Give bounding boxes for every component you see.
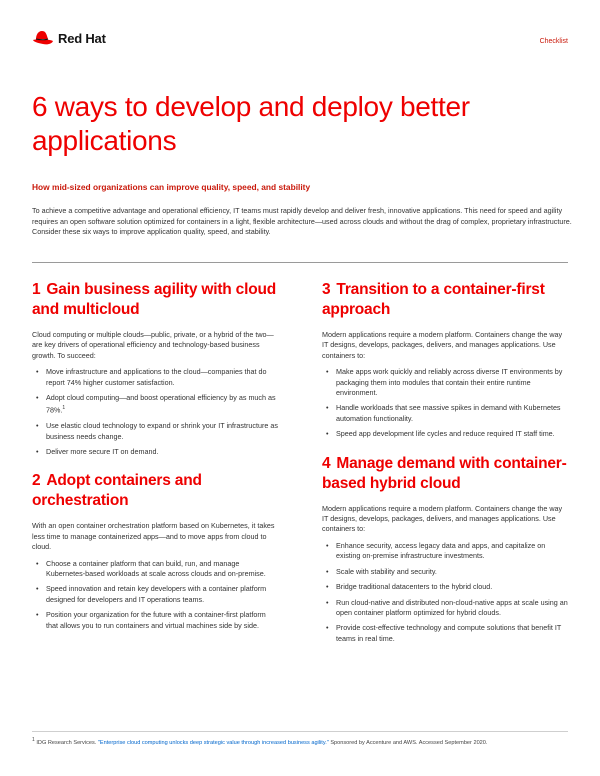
bullet-list	[322, 541, 568, 644]
bullet-list	[32, 367, 278, 457]
footnote-mark: 1	[62, 405, 66, 412]
bullet-item: • Speed app development life cycles and reduce required IT staff time.	[336, 429, 568, 439]
bullet-list	[32, 559, 278, 631]
section-3	[322, 280, 568, 440]
bullet-item: • Move infrastructure and applications to the cloud—companies that do report 74% higher customer satisfaction.	[46, 367, 278, 388]
section-title: Transition to a container-first approach	[322, 281, 545, 318]
right-column	[322, 280, 568, 658]
bullet-item: • Bridge traditional datacenters to the hybrid cloud.	[336, 582, 568, 592]
red-hat-icon	[32, 30, 54, 46]
section-number: 1	[32, 281, 41, 298]
footnote-number: 1	[32, 737, 35, 743]
section-number: 4	[322, 454, 331, 472]
section-heading	[32, 471, 278, 511]
footnote-suffix: Sponsored by Accenture and AWS. Accessed September 2020.	[328, 739, 488, 746]
section-number: 3	[322, 281, 331, 298]
bullet-item: • Use elastic cloud technology to expand or shrink your IT infrastructure as business needs change.	[46, 421, 278, 442]
section-body: Modern applications require a modern platform. Containers change the way IT designs, develops, packages, delivers, and manages applications. Use containers to:	[322, 330, 563, 360]
bullet-item: • Speed innovation and retain key developers with a container platform designed for developers and IT operations teams.	[46, 584, 278, 605]
left-column	[32, 280, 278, 645]
section-4	[322, 454, 568, 644]
doc-type-label: Checklist	[539, 38, 568, 45]
section-body: With an open container orchestration platform based on Kubernetes, it takes less time to manage containerized apps—and to move apps from cloud to cloud.	[32, 521, 275, 552]
section-title: Manage demand with container-based hybrid cloud	[322, 454, 567, 492]
section-body: Cloud computing or multiple clouds—public, private, or a hybrid of the two—are key drivers of operational efficiency and technology-based business growth. To succeed:	[32, 330, 274, 360]
footnote-source: IDG Research Services.	[36, 739, 98, 746]
footnote	[32, 736, 572, 747]
bullet-list	[322, 367, 568, 439]
section-heading	[322, 454, 568, 494]
page-subtitle: How mid-sized organizations can improve quality, speed, and stability	[32, 182, 311, 192]
page-title: 6 ways to develop and deploy better applications	[32, 91, 470, 156]
bullet-item: • Scale with stability and security.	[336, 567, 568, 577]
footnote-divider	[32, 731, 568, 732]
red-hat-logo	[32, 30, 106, 46]
section-1	[32, 280, 278, 457]
bullet-item: • Enhance security, access legacy data and apps, and capitalize on existing on-premise infrastructure investments.	[336, 541, 568, 562]
bullet-item: • Make apps work quickly and reliably across diverse IT environments by packaging them into modules that contain their entire runtime environment.	[336, 367, 568, 398]
intro-paragraph: To achieve a competitive advantage and operational efficiency, IT teams must rapidly develop and deliver fresh, innovative applications. This need for speed and agility requires an open software solution optimized for containers in a light, flexible architecture—used across clouds and without the drag of complex, proprietary infrastructure. Consider these six ways to improve application quality, speed, and stability.	[32, 206, 572, 237]
bullet-item: • Choose a container platform that can build, run, and manage Kubernetes-based workloads at scale across clouds and on-premise.	[46, 559, 278, 580]
bullet-item: • Adopt cloud computing—and boost operational efficiency by as much as 78%.$^1$	[46, 393, 278, 416]
bullet-item: • Handle workloads that see massive spikes in demand with Kubernetes automation functionality.	[336, 403, 568, 424]
section-body: Modern applications require a modern platform. Containers change the way IT designs, develops, packages, delivers, and manages applications. Use containers to:	[322, 503, 563, 534]
page-header	[32, 30, 568, 54]
bullet-item: • Deliver more secure IT on demand.	[46, 447, 278, 457]
bullet-item: • Run cloud-native and distributed non-cloud-native apps at scale using an open container platform optimized for hybrid clouds.	[336, 598, 568, 619]
section-number: 2	[32, 472, 41, 490]
logo-text: Red Hat	[58, 30, 106, 46]
bullet-item: • Provide cost-effective technology and compute solutions that benefit IT teams in real time.	[336, 623, 568, 644]
section-heading	[322, 280, 568, 320]
section-title: Gain business agility with cloud and multicloud	[32, 281, 277, 318]
section-heading	[32, 280, 278, 320]
section-title: Adopt containers and orchestration	[32, 472, 202, 510]
footnote-link[interactable]: "Enterprise cloud computing unlocks deep strategic value through increased business agility."	[97, 739, 329, 746]
section-2	[32, 471, 278, 631]
divider	[32, 262, 568, 263]
bullet-item: • Position your organization for the future with a container-first platform that allows you to run containers and virtual machines side by side.	[46, 610, 278, 631]
